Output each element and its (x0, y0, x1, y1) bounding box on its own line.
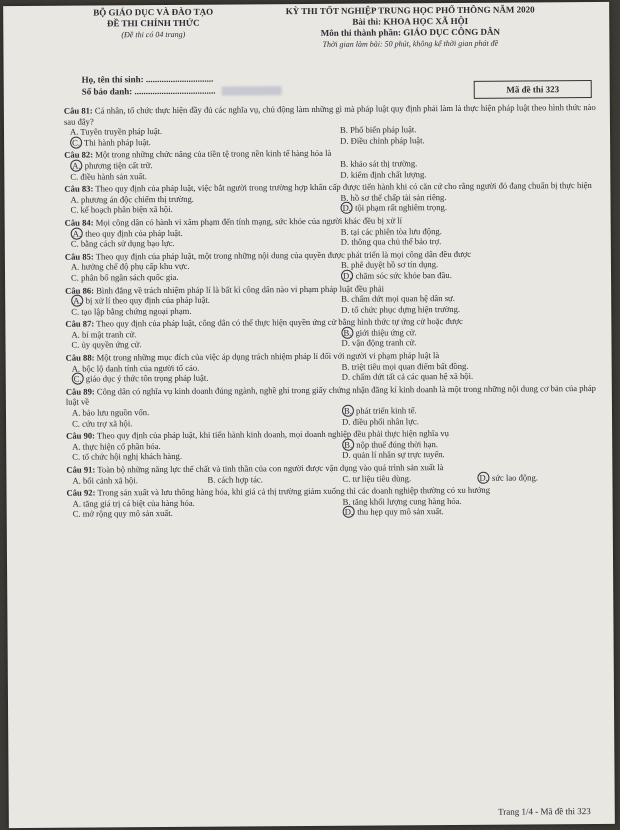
question-stem: Theo quy định của pháp luật, một trong những nội dung của quyền được phát triển là mọi công dân đều được (95, 248, 472, 262)
question (64, 180, 604, 216)
option-letter: C. (70, 204, 79, 216)
answer-option (336, 472, 471, 484)
question-number: Câu 87: (65, 318, 95, 329)
option-letter: A. (72, 441, 81, 452)
option-text: cách hợp tác. (217, 473, 263, 485)
option-letter: D. (343, 506, 355, 518)
candidate-number-row (82, 84, 282, 97)
option-text: Điều chỉnh pháp luật. (350, 134, 425, 146)
option-text: mở rộng quy mô sản xuất. (82, 508, 173, 519)
option-letter: B. (339, 124, 348, 135)
option-text: hưởng chế độ phụ cấp khu vực. (81, 261, 190, 272)
option-text: chấm dứt mọi quan hệ dân sự. (351, 293, 455, 304)
option-text: thu hẹp quy mô sản xuất. (357, 506, 444, 518)
page-count-note: (Đề thi có 04 trang) (121, 29, 186, 40)
option-letter: D. (342, 416, 351, 427)
option-letter: C. (70, 238, 79, 249)
question-list (64, 102, 607, 522)
question-stem: Bình đẳng về trách nhiệm pháp lí là bất kì công dân nào vi phạm pháp luật đều phải (96, 282, 385, 295)
answer-options (64, 123, 604, 148)
question-stem: Cá nhân, tổ chức thực hiện đầy đủ các nghĩa vụ, chủ động làm những gì mà pháp luật quy định phải làm là thực hiện pháp luật theo hình thức nào sau đây? (63, 101, 596, 127)
option-text: thực hiện cổ phần hóa. (82, 440, 161, 452)
option-letter: B. (340, 226, 349, 237)
option-letter: A. (71, 227, 83, 239)
exam-sheet (3, 2, 615, 828)
answer-options (65, 292, 605, 317)
answer-options (66, 360, 606, 385)
answer-option-circled (335, 269, 605, 281)
test-name: Bài thi: KHOA HỌC XÃ HỘI (352, 15, 469, 27)
option-letter: C. (72, 418, 80, 429)
option-letter: D. (340, 169, 349, 180)
candidate-number-label: Số báo danh: .................................... (81, 85, 216, 97)
option-letter: D. (341, 371, 351, 383)
option-text: bộc lộ danh tính của người tố cáo. (82, 362, 200, 374)
redacted-number (221, 87, 281, 96)
question-stem: Công dân có nghĩa vụ kinh doanh đúng ngành, nghề ghi trong giấy chứng nhận đăng kí kinh doanh là một trong những nội dung cơ bản của pháp luật về (65, 382, 596, 408)
candidate-info (82, 72, 282, 97)
question-stem: Mọi công dân có hành vi xâm phạm đến tính mạng, sức khỏe của người khác đều bị xử lí (95, 215, 403, 228)
question (66, 461, 606, 486)
answer-option (65, 203, 335, 215)
page-footer: Trang 1/4 - Mã đề thi 323 (498, 806, 591, 817)
option-text: bảo lưu nguồn vốn. (82, 407, 150, 418)
question-number: Câu 90: (66, 430, 96, 441)
answer-option (64, 169, 334, 181)
option-text: Tuyên truyền pháp luật. (80, 126, 163, 137)
option-text: điều phối nhân lực. (352, 415, 419, 427)
question (66, 383, 606, 429)
answer-option (334, 134, 604, 146)
option-letter: A. (72, 475, 81, 486)
option-letter: D. (342, 450, 351, 461)
answer-option-circled (66, 372, 336, 384)
question-number: Câu 85: (64, 251, 94, 262)
question-number: Câu 91: (66, 464, 96, 475)
option-letter: C. (71, 306, 80, 317)
option-letter: D. (341, 202, 353, 214)
option-text: Thi hành pháp luật. (83, 136, 151, 148)
option-text: kiểm định chất lượng. (350, 168, 427, 180)
option-text: tổ chức phục dựng hiện trường. (351, 303, 461, 315)
option-text: điều hành sản xuất. (80, 170, 147, 182)
question (65, 315, 605, 351)
option-letter: B. (207, 474, 216, 485)
option-letter: C. (72, 452, 81, 463)
option-letter: A. (71, 329, 80, 340)
header-left (73, 7, 233, 41)
option-letter: B. (341, 293, 350, 304)
question-number: Câu 81: (63, 105, 93, 116)
question-stem: Một trong những mục đích của việc áp dụng trách nhiệm pháp lí đối với người vi phạm pháp luật là (96, 350, 440, 363)
option-letter: B. (342, 496, 351, 507)
question-number: Câu 84: (64, 217, 94, 228)
question (66, 427, 606, 463)
option-text: tội phạm rất nghiêm trọng. (355, 202, 447, 214)
answer-option (66, 416, 336, 428)
option-letter: A. (72, 498, 82, 509)
option-text: phương tiện cất trữ. (84, 160, 153, 171)
ministry-name: BỘ GIÁO DỤC VÀ ĐÀO TẠO (93, 6, 214, 18)
option-letter: B. (342, 438, 354, 450)
option-text: giáo dục ý thức tôn trọng pháp luật. (85, 372, 209, 384)
question-stem: Toàn bộ những năng lực thể chất và tinh thần của con người được vận dụng vào quá trình sản xuất là (97, 462, 444, 475)
option-text: nộp thuế đúng thời hạn. (356, 438, 438, 450)
option-text: phân bổ ngân sách quốc gia. (81, 271, 179, 283)
option-letter: D. (341, 304, 350, 315)
option-letter: B. (340, 260, 349, 271)
question-number: Câu 82: (64, 149, 94, 161)
question-stem: Theo quy định của pháp luật, khi tiến hành kinh doanh, mọi doanh nghiệp đều phải thực hiện nghĩa vụ (96, 428, 449, 441)
option-letter: B. (340, 158, 349, 169)
option-letter: C. (72, 373, 84, 385)
answer-option (336, 370, 606, 382)
option-text: bị xử lí theo quy định của pháp luật. (85, 294, 210, 306)
answer-option-circled (64, 136, 334, 148)
option-letter: C. (70, 171, 79, 182)
option-letter: A. (69, 126, 79, 137)
answer-option (201, 473, 336, 485)
answer-option (335, 336, 605, 348)
question (65, 281, 605, 317)
answer-option (334, 167, 604, 179)
option-text: theo quy định của pháp luật. (85, 227, 183, 239)
answer-options (64, 191, 604, 216)
question (65, 248, 605, 284)
answer-option-circled (337, 505, 607, 517)
option-text: phê duyệt hồ sơ tín dụng. (350, 259, 439, 271)
question-stem: Trong sản xuất và lưu thông hàng hóa, khi giá cả thị trường giảm xuống thì các doanh nghiệp thường có xu hướng (97, 484, 491, 498)
question (65, 214, 605, 250)
question-stem: Một trong những chức năng của tiền tệ trong nền kinh tế hàng hóa là (95, 148, 332, 160)
answer-option (65, 237, 335, 249)
question-number: Câu 86: (65, 284, 95, 296)
option-text: cứu trợ xã hội. (82, 417, 133, 429)
question-number: Câu 89: (65, 386, 95, 397)
option-letter: A. (71, 295, 83, 307)
option-text: tư liệu tiêu dùng. (352, 472, 412, 484)
answer-option (65, 271, 335, 283)
answer-options (66, 438, 606, 463)
option-letter: A. (70, 194, 79, 205)
answer-options (65, 258, 605, 283)
answer-options (67, 495, 607, 520)
option-letter: A. (71, 407, 81, 418)
option-text: vận động tranh cử. (351, 337, 417, 349)
option-letter: B. (342, 405, 354, 417)
question-number: Câu 88: (65, 352, 95, 363)
answer-option (335, 235, 605, 247)
option-letter: B. (341, 327, 353, 339)
option-text: ủy quyền ứng cử. (81, 339, 142, 351)
option-letter: D. (477, 471, 489, 483)
option-text: chăm sóc sức khỏe ban đầu. (355, 269, 452, 281)
option-letter: C. (71, 340, 80, 351)
answer-options (66, 404, 606, 429)
option-letter: D. (341, 270, 353, 282)
option-text: phương án độc chiếm thị trường. (80, 193, 194, 205)
option-text: bối cảnh xã hội. (82, 474, 138, 486)
option-text: Phổ biến pháp luật. (350, 124, 417, 135)
option-text: thông qua chủ thể bảo trợ. (351, 236, 442, 247)
option-letter: C. (70, 272, 79, 283)
option-text: tổ chức hội nghị khách hàng. (82, 451, 183, 462)
subject-name: Môn thi thành phần: GIÁO DỤC CÔNG DÂN (320, 26, 501, 38)
option-letter: C. (342, 473, 351, 484)
answer-options (64, 157, 604, 182)
option-text: tạo lập bằng chứng ngoại phạm. (81, 305, 192, 317)
option-text: tăng giá trị cá biệt của hàng hóa. (83, 497, 195, 509)
question-number: Câu 92: (66, 487, 96, 498)
option-letter: D. (341, 338, 350, 349)
option-letter: C. (70, 136, 82, 148)
question-stem: Theo quy định của pháp luật, việc bắt người trong trường hợp khẩn cấp được tiến hành khi có căn cứ cho rằng người đó đang chuẩn bị thực hiện (95, 180, 592, 194)
option-text: chấm dứt tất cả các quan hệ xã hội. (352, 371, 474, 382)
option-text: khảo sát thị trường. (350, 158, 418, 169)
option-text: kế hoạch phân biện xã hội. (80, 204, 173, 215)
answer-option-circled (335, 201, 605, 213)
answer-option-circled (471, 472, 606, 484)
official-label: ĐỀ THI CHÍNH THỨC (106, 17, 200, 29)
question (64, 146, 604, 182)
option-text: triệt tiêu mọi quan điểm bất đồng. (351, 360, 469, 372)
option-text: phát triển kinh tế. (355, 405, 417, 416)
question (66, 349, 606, 385)
exam-code-box: Mã đề thi 323 (474, 80, 592, 99)
option-letter: B. (341, 361, 350, 372)
option-letter: D. (340, 135, 349, 146)
option-letter: A. (70, 261, 80, 272)
option-letter: A. (70, 160, 82, 172)
question-stem: Theo quy định của pháp luật, công dân có thể thực hiện quyền ứng cử bằng hình thức tự ứng cử hoặc được (96, 316, 463, 329)
time-note: Thời gian làm bài: 50 phút, không kể thời gian phát đề (322, 38, 499, 49)
answer-options (65, 326, 605, 351)
option-text: bí mật tranh cử. (81, 329, 137, 340)
answer-option (65, 338, 335, 350)
answer-option (336, 448, 606, 460)
answer-option (336, 415, 606, 427)
question (64, 102, 604, 148)
answer-option (66, 474, 201, 486)
answer-option (335, 303, 605, 315)
candidate-name-label: Họ, tên thí sinh: .............................. (81, 73, 214, 85)
answer-option (65, 305, 335, 317)
answer-options (65, 224, 605, 249)
option-text: sức lao động. (491, 471, 538, 483)
option-letter: C. (72, 508, 81, 520)
answer-option (66, 450, 336, 462)
option-letter: A. (71, 363, 81, 374)
option-text: tăng khối lượng cung hàng hóa. (352, 495, 462, 507)
option-text: tại các phiên tòa lưu động. (350, 225, 442, 237)
option-text: bằng cách sử dụng bạo lực. (80, 238, 175, 249)
option-letter: B. (340, 192, 349, 203)
answer-option (67, 507, 337, 519)
question-number: Câu 83: (64, 183, 94, 194)
option-text: hồ sơ thế chấp tài sản riêng. (350, 191, 447, 203)
option-text: giới thiệu ứng cử. (355, 327, 417, 338)
question (67, 484, 607, 520)
exam-title: KỲ THI TỐT NGHIỆP TRUNG HỌC PHỔ THÔNG NĂM 2020 (285, 4, 535, 17)
option-text: quản lí nhân sự trực tuyến. (352, 449, 445, 461)
header-right (245, 4, 575, 50)
option-letter: D. (340, 236, 350, 247)
